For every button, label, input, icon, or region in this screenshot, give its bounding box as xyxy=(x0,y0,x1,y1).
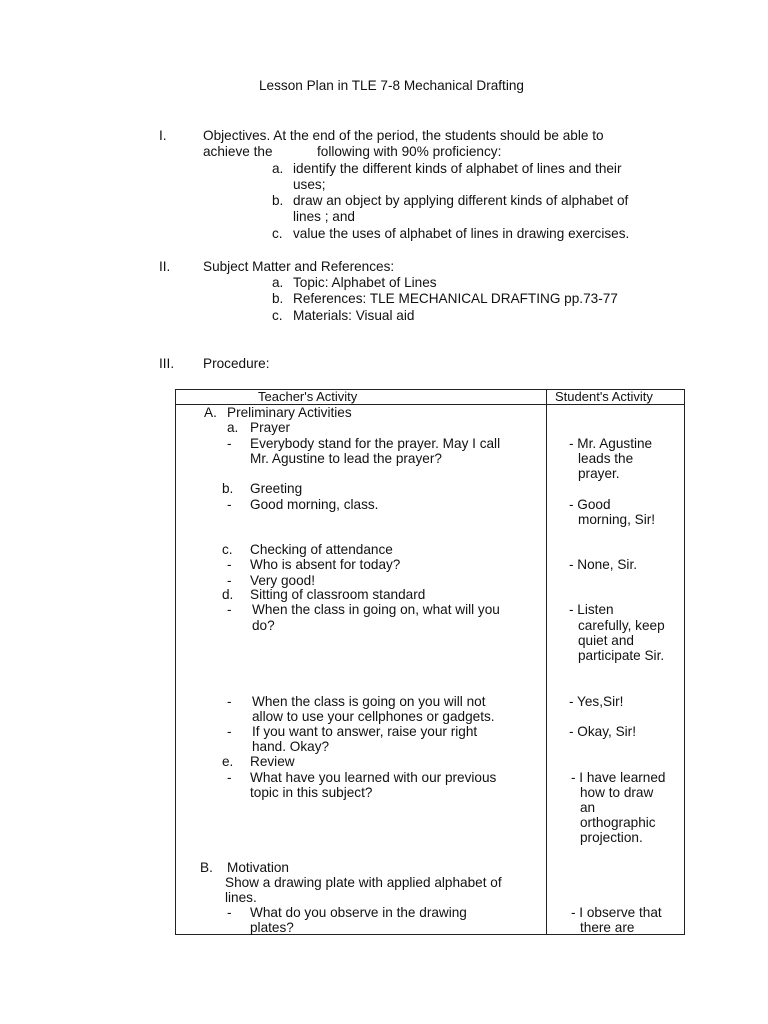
teacher-heading: Motivation xyxy=(227,860,289,875)
dash-marker: - xyxy=(227,694,232,709)
teacher-subheading: Greeting xyxy=(250,481,303,496)
teacher-subheading: Prayer xyxy=(250,420,291,435)
list-marker: c. xyxy=(222,542,233,557)
teacher-heading: Preliminary Activities xyxy=(227,405,352,420)
teacher-line: When the class is going on you will not xyxy=(252,694,486,709)
student-line: - I have learned xyxy=(571,770,666,785)
student-line: - None, Sir. xyxy=(569,557,637,572)
student-line: projection. xyxy=(580,830,643,845)
list-marker: a. xyxy=(272,161,284,176)
list-marker: b. xyxy=(272,291,284,306)
list-marker: d. xyxy=(222,587,234,602)
teacher-line: allow to use your cellphones or gadgets. xyxy=(252,709,495,724)
column-header-student: Student's Activity xyxy=(555,389,653,404)
teacher-line: What have you learned with our previous xyxy=(250,770,497,785)
list-marker: b. xyxy=(272,193,284,208)
student-line: there are xyxy=(580,920,635,935)
list-marker: b. xyxy=(222,481,234,496)
teacher-line: Everybody stand for the prayer. May I call xyxy=(250,436,501,451)
dash-marker: - xyxy=(227,573,232,588)
objectives-intro-cont: achieve the xyxy=(203,144,273,159)
objective-item: lines ; and xyxy=(293,209,355,224)
dash-marker: - xyxy=(227,497,232,512)
student-line: leads the xyxy=(578,451,634,466)
section-numeral: I. xyxy=(159,128,167,143)
teacher-line: Who is absent for today? xyxy=(250,557,401,572)
dash-marker: - xyxy=(227,770,232,785)
column-header-teacher: Teacher's Activity xyxy=(258,389,358,404)
teacher-line: Mr. Agustine to lead the prayer? xyxy=(250,451,442,466)
student-line: prayer. xyxy=(578,466,620,481)
section-heading: Procedure: xyxy=(203,356,270,371)
student-line: quiet and xyxy=(578,633,634,648)
objectives-intro: Objectives. At the end of the period, the students should be able to xyxy=(203,128,604,143)
teacher-line: Very good! xyxy=(250,573,315,588)
teacher-subheading: Checking of attendance xyxy=(250,542,393,557)
student-line: - Listen xyxy=(569,602,614,617)
subject-item: Materials: Visual aid xyxy=(293,308,415,323)
student-line: participate Sir. xyxy=(578,648,665,663)
teacher-line: topic in this subject? xyxy=(250,785,373,800)
teacher-line: Show a drawing plate with applied alphabet of xyxy=(225,875,502,890)
teacher-line: If you want to answer, raise your right xyxy=(252,724,478,739)
teacher-line: do? xyxy=(252,618,275,633)
dash-marker: - xyxy=(227,905,232,920)
objectives-intro-cont: following with 90% proficiency: xyxy=(317,144,502,159)
student-line: orthographic xyxy=(580,815,656,830)
list-marker: A. xyxy=(204,405,217,420)
student-line: how to draw xyxy=(580,785,654,800)
dash-marker: - xyxy=(227,724,232,739)
list-marker: e. xyxy=(222,754,234,769)
objective-item: uses; xyxy=(293,177,326,192)
objective-item: identify the different kinds of alphabet of lines and their xyxy=(293,161,622,176)
student-line: - Good xyxy=(569,497,611,512)
section-numeral: III. xyxy=(159,356,175,371)
list-marker: B. xyxy=(200,860,213,875)
student-line: an xyxy=(580,800,596,815)
teacher-line: hand. Okay? xyxy=(252,739,330,754)
student-line: - Yes,Sir! xyxy=(569,694,624,709)
student-line: - Mr. Agustine xyxy=(569,436,653,451)
teacher-subheading: Sitting of classroom standard xyxy=(250,587,426,602)
teacher-line: plates? xyxy=(250,920,294,935)
page-title: Lesson Plan in TLE 7-8 Mechanical Drafting xyxy=(259,78,524,93)
teacher-line: Good morning, class. xyxy=(250,497,379,512)
teacher-line: When the class in going on, what will you xyxy=(252,602,500,617)
subject-item: References: TLE MECHANICAL DRAFTING pp.73-77 xyxy=(293,291,618,306)
objective-item: draw an object by applying different kinds of alphabet of xyxy=(293,193,629,208)
teacher-subheading: Review xyxy=(250,754,295,769)
student-line: morning, Sir! xyxy=(578,512,656,527)
section-numeral: II. xyxy=(159,259,171,274)
dash-marker: - xyxy=(227,436,232,451)
student-line: - I observe that xyxy=(571,905,662,920)
list-marker: a. xyxy=(272,275,284,290)
student-line: - Okay, Sir! xyxy=(569,724,636,739)
objective-item: value the uses of alphabet of lines in drawing exercises. xyxy=(293,226,630,241)
dash-marker: - xyxy=(227,602,232,617)
teacher-line: What do you observe in the drawing xyxy=(250,905,467,920)
teacher-line: lines. xyxy=(225,890,257,905)
list-marker: c. xyxy=(272,308,283,323)
list-marker: c. xyxy=(272,226,283,241)
list-marker: a. xyxy=(227,420,239,435)
column-divider xyxy=(546,389,547,935)
subject-item: Topic: Alphabet of Lines xyxy=(293,275,437,290)
dash-marker: - xyxy=(227,557,232,572)
student-line: carefully, keep xyxy=(578,618,665,633)
section-heading: Subject Matter and References: xyxy=(203,259,395,274)
